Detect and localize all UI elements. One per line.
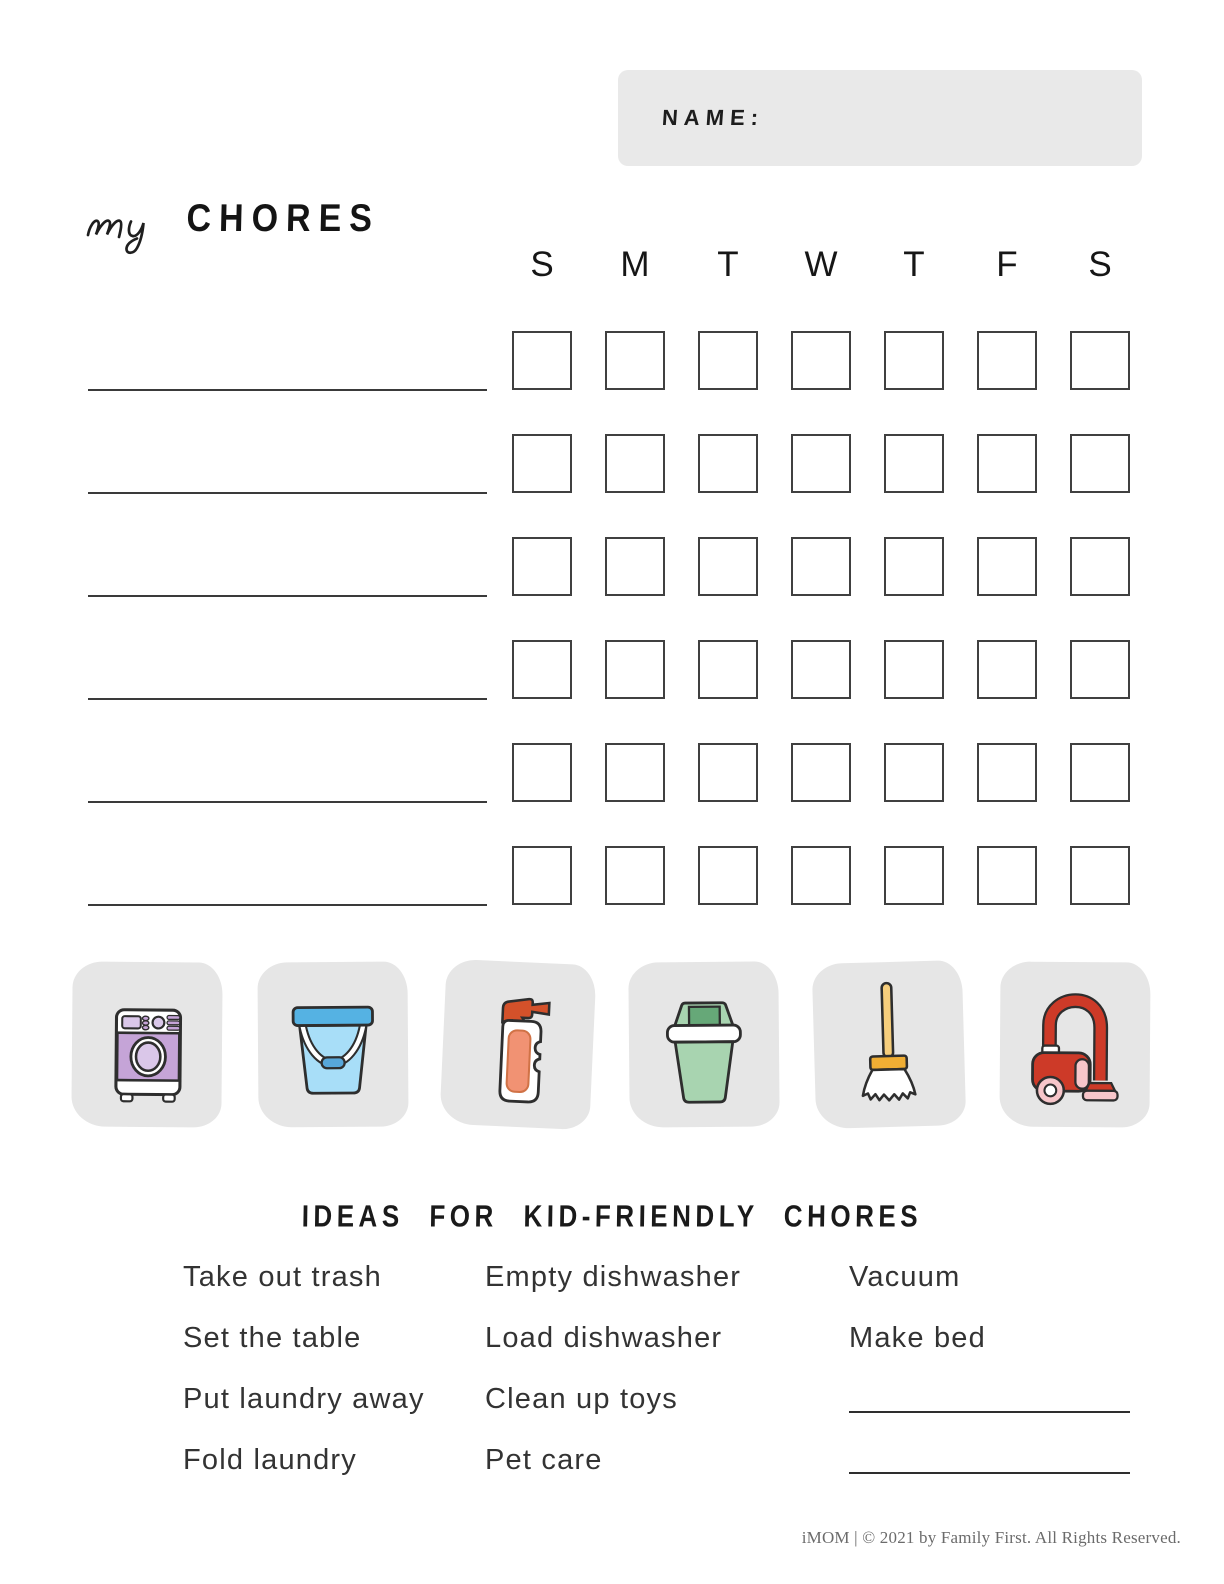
vacuum-icon [1010,974,1139,1116]
checkbox-row6-col3[interactable] [698,846,758,905]
checkbox-row2-col5[interactable] [884,434,944,493]
idea-item: Pet care [485,1444,603,1476]
custom-chore-blank-line-1[interactable] [849,1411,1130,1413]
idea-item: Empty dishwasher [485,1261,742,1293]
checkbox-row4-col3[interactable] [698,640,758,699]
chore-name-line-6[interactable] [88,904,487,906]
checkbox-row6-col1[interactable] [512,846,572,905]
checkbox-row3-col2[interactable] [605,537,665,596]
checkbox-row4-col4[interactable] [791,640,851,699]
ideas-heading-wrap [0,1198,1224,1234]
day-header-1: S [530,245,554,284]
checkbox-row1-col6[interactable] [977,331,1037,390]
day-header-row [512,247,1130,282]
checkbox-row2-col6[interactable] [977,434,1037,493]
day-header-5: T [903,245,925,284]
day-header-2: M [620,245,650,284]
idea-item: Fold laundry [183,1444,357,1476]
idea-item: Make bed [849,1322,986,1354]
idea-item: Load dishwasher [485,1322,723,1354]
checkbox-row-1 [512,331,1130,390]
checkbox-row3-col3[interactable] [698,537,758,596]
checkbox-row-4 [512,640,1130,699]
vacuum-tile [999,961,1150,1127]
checkbox-row6-col7[interactable] [1070,846,1130,905]
checkbox-row5-col4[interactable] [791,743,851,802]
bucket-icon [268,974,397,1116]
checkbox-row6-col4[interactable] [791,846,851,905]
ideas-heading: IDEAS FOR KID-FRIENDLY CHORES [301,1198,923,1234]
washing-machine-tile [71,961,222,1127]
day-header-7: S [1088,245,1112,284]
chore-name-line-5[interactable] [88,801,487,803]
checkbox-row1-col7[interactable] [1070,331,1130,390]
trash-can-icon [639,973,768,1115]
checkbox-row-2 [512,434,1130,493]
my-script-word-icon [85,190,175,256]
custom-chore-blank-line-2[interactable] [849,1472,1130,1474]
checkbox-row-5 [512,743,1130,802]
checkbox-row2-col2[interactable] [605,434,665,493]
broom-tile [812,960,967,1129]
day-header-6: F [996,245,1018,284]
trash-can-tile [628,961,779,1127]
chore-name-line-4[interactable] [88,698,487,700]
checkbox-row-3 [512,537,1130,596]
checkbox-row3-col4[interactable] [791,537,851,596]
checkbox-row3-col7[interactable] [1070,537,1130,596]
idea-item: Put laundry away [183,1383,425,1415]
checkbox-row2-col3[interactable] [698,434,758,493]
spray-bottle-icon [451,971,585,1118]
idea-item: Vacuum [849,1261,961,1293]
checkbox-row5-col2[interactable] [605,743,665,802]
idea-item: Take out trash [183,1261,382,1293]
idea-item: Set the table [183,1322,362,1354]
checkbox-row5-col3[interactable] [698,743,758,802]
checkbox-row3-col5[interactable] [884,537,944,596]
checkbox-row2-col4[interactable] [791,434,851,493]
checkbox-row4-col1[interactable] [512,640,572,699]
checkbox-row5-col7[interactable] [1070,743,1130,802]
checkbox-row3-col1[interactable] [512,537,572,596]
broom-icon [823,972,955,1117]
checkbox-row6-col5[interactable] [884,846,944,905]
checkbox-row4-col5[interactable] [884,640,944,699]
checkbox-row5-col5[interactable] [884,743,944,802]
day-header-3: T [717,245,739,284]
checkbox-row1-col2[interactable] [605,331,665,390]
checkbox-row1-col5[interactable] [884,331,944,390]
checkbox-row5-col6[interactable] [977,743,1037,802]
checkbox-row4-col7[interactable] [1070,640,1130,699]
checkbox-row-6 [512,846,1130,905]
checkbox-row1-col1[interactable] [512,331,572,390]
day-header-4: W [804,245,838,284]
chore-icon-row [72,962,1150,1127]
checkbox-row1-col4[interactable] [791,331,851,390]
footer-credit: iMOM | © 2021 by Family First. All Rights Reserved. [801,1528,1181,1547]
name-label: NAME: [661,105,766,130]
checkbox-row6-col2[interactable] [605,846,665,905]
chore-name-line-3[interactable] [88,595,487,597]
checkbox-row1-col3[interactable] [698,331,758,390]
idea-item: Clean up toys [485,1383,678,1415]
bucket-tile [257,961,408,1127]
washing-machine-icon [82,973,211,1115]
checkbox-row2-col7[interactable] [1070,434,1130,493]
chore-name-line-2[interactable] [88,492,487,494]
checkbox-row4-col6[interactable] [977,640,1037,699]
checkbox-row2-col1[interactable] [512,434,572,493]
checkbox-row3-col6[interactable] [977,537,1037,596]
checkbox-row4-col2[interactable] [605,640,665,699]
name-field-box[interactable] [618,70,1142,166]
spray-bottle-tile [440,959,597,1131]
chore-name-line-1[interactable] [88,389,487,391]
checkbox-grid [512,331,1130,905]
checkbox-row5-col1[interactable] [512,743,572,802]
checkbox-row6-col6[interactable] [977,846,1037,905]
page-title: CHORES [186,197,381,241]
